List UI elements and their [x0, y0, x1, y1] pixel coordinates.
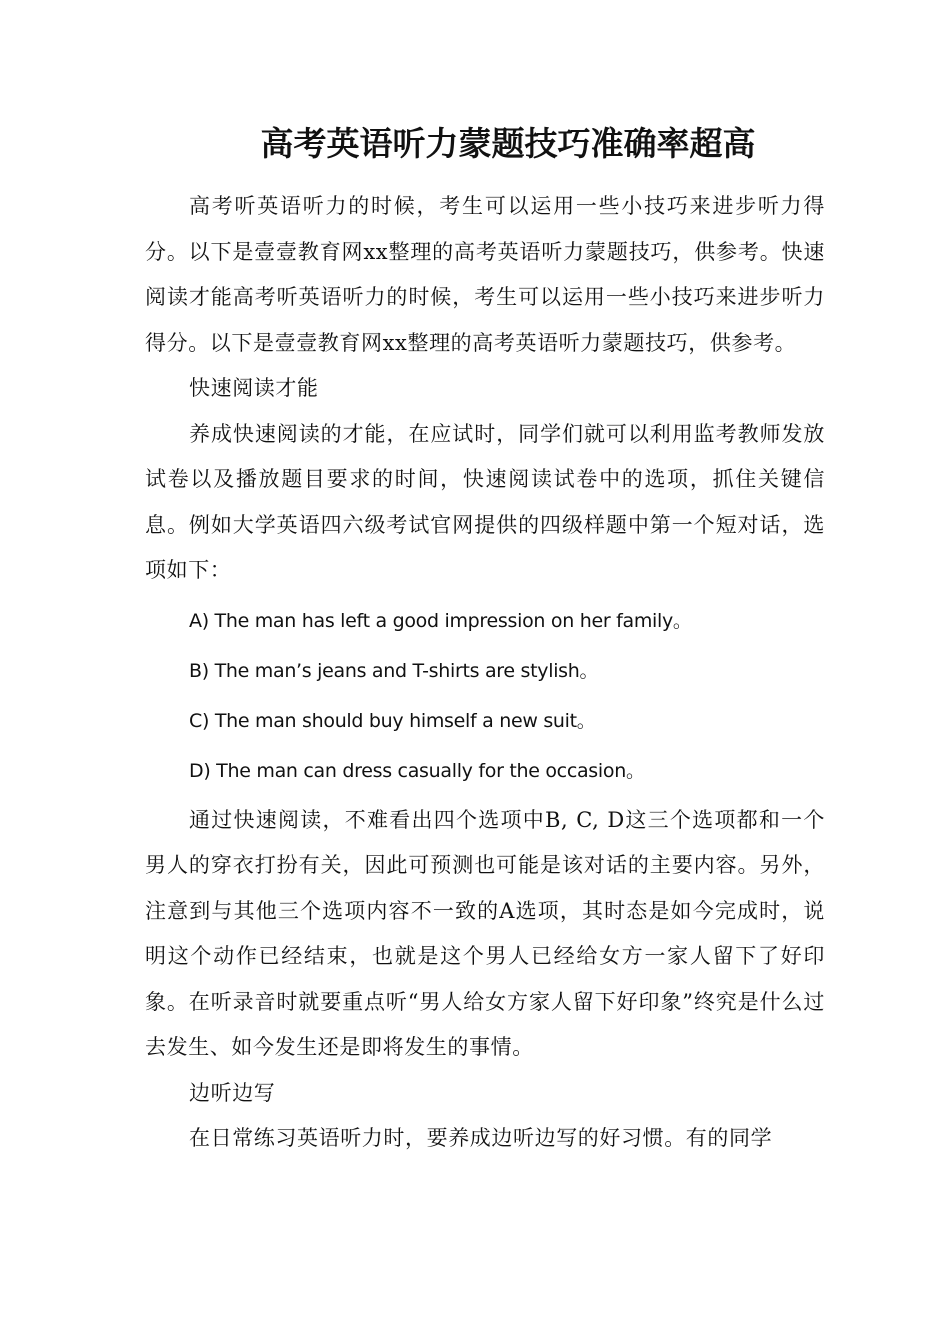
option-a: A) The man has left a good impression on her family。	[189, 609, 692, 632]
options-list	[145, 596, 825, 796]
option-c: C) The man should buy himself a new suit。	[189, 709, 596, 732]
section-heading-listen-write: 边听边写	[189, 1080, 276, 1105]
document-body	[145, 184, 825, 1162]
option-d: D) The man can dress casually for the occasion。	[189, 759, 645, 782]
intro-paragraph: 高考听英语听力的时候，考生可以运用一些小技巧来进步听力得分。以下是壹壹教育网xx整理的高考英语听力蒙题技巧，供参考。快速阅读才能高考听英语听力的时候，考生可以运用一些小技巧来进步听力得分。以下是壹壹教育网xx整理的高考英语听力蒙题技巧，供参考。	[145, 194, 825, 355]
analysis-paragraph: 通过快速阅读，不难看出四个选项中B, C, D这三个选项都和一个男人的穿衣打扮有关，因此可预测也可能是该对话的主要内容。另外，注意到与其他三个选项内容不一致的A选项，其时态是如今完成时，说明这个动作已经结束，也就是这个男人已经给女方一家人留下了好印象。在听录音时就要重点听“男人给女方家人留下好印象”终究是什么过去发生、如今发生还是即将发生的事情。	[145, 807, 825, 1059]
section-heading-fast-reading: 快速阅读才能	[189, 376, 319, 400]
listen-write-paragraph: 在日常练习英语听力时，要养成边听边写的好习惯。有的同学	[189, 1126, 773, 1150]
option-b: B) The man’s jeans and T-shirts are stylish。	[189, 659, 599, 682]
document-title: 高考英语听力蒙题技巧准确率超高	[260, 124, 756, 163]
fast-reading-paragraph: 养成快速阅读的才能，在应试时，同学们就可以利用监考教师发放试卷以及播放题目要求的时间，快速阅读试卷中的选项，抓住关键信息。例如大学英语四六级考试官网提供的四级样题中第一个短对话，选项如下：	[145, 421, 825, 582]
